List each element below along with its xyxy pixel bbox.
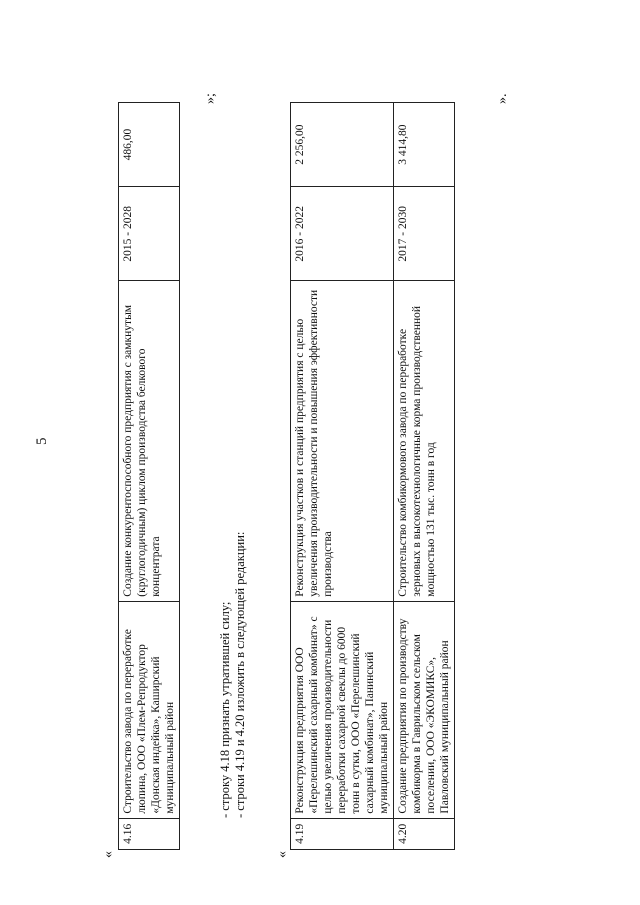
amount-cell: 486,00 <box>119 103 180 187</box>
project-cell: Реконструкция предприятия ООО «Перелешинский сахарный комбинат» с целью увеличения производительности переработки сахарной свеклы до 6000 тонн в сутки, ООО «Перелешинский сахарный комбинат», Панинский муниципальный район <box>291 601 394 818</box>
table-before <box>118 102 180 850</box>
amount-cell: 3 414,80 <box>394 103 455 187</box>
goal-cell: Строительство комбикормового завода по переработке зерновых в высокотехнологичные корма производственной мощностью 131 тыс. тонн в год <box>394 281 455 601</box>
goal-cell: Реконструкция участков и станций предприятия с целью увеличения производительности и повышения эффективности производства <box>291 281 394 601</box>
row-number: 4.16 <box>119 818 180 849</box>
project-cell: Создание предприятия по производству комбикорма в Гаврильском сельском поселении, ООО «ЭКОМИКС», Павловский муниципальный район <box>394 601 455 818</box>
row-number: 4.19 <box>291 818 394 849</box>
table-row <box>119 103 180 850</box>
note-line: - строку 4.18 признать утратившей силу; <box>218 601 232 818</box>
open-quote: « <box>101 851 116 858</box>
table-row <box>291 103 394 850</box>
close-quote: ». <box>495 93 510 104</box>
amendment-notes <box>218 532 248 818</box>
project-cell: Строительство завода по переработке люпина, ООО «Плем-Репродуктор «Донская индейка», Каширский муниципальный район <box>119 601 180 818</box>
table-after <box>290 102 455 850</box>
page-number: 5 <box>34 437 50 445</box>
period-cell: 2015 - 2028 <box>119 187 180 281</box>
open-quote: « <box>275 851 290 858</box>
period-cell: 2016 - 2022 <box>291 187 394 281</box>
row-number: 4.20 <box>394 818 455 849</box>
rotated-content <box>100 80 520 858</box>
table-row <box>394 103 455 850</box>
goal-cell: Создание конкурентоспособного предприятия с замкнутым (круглогодичным) циклом производства белкового концентрата <box>119 281 180 601</box>
note-line: - строки 4.19 и 4.20 изложить в следующей редакции: <box>233 531 247 818</box>
amount-cell: 2 256,00 <box>291 103 394 187</box>
period-cell: 2017 - 2030 <box>394 187 455 281</box>
close-quote: »; <box>203 93 218 104</box>
